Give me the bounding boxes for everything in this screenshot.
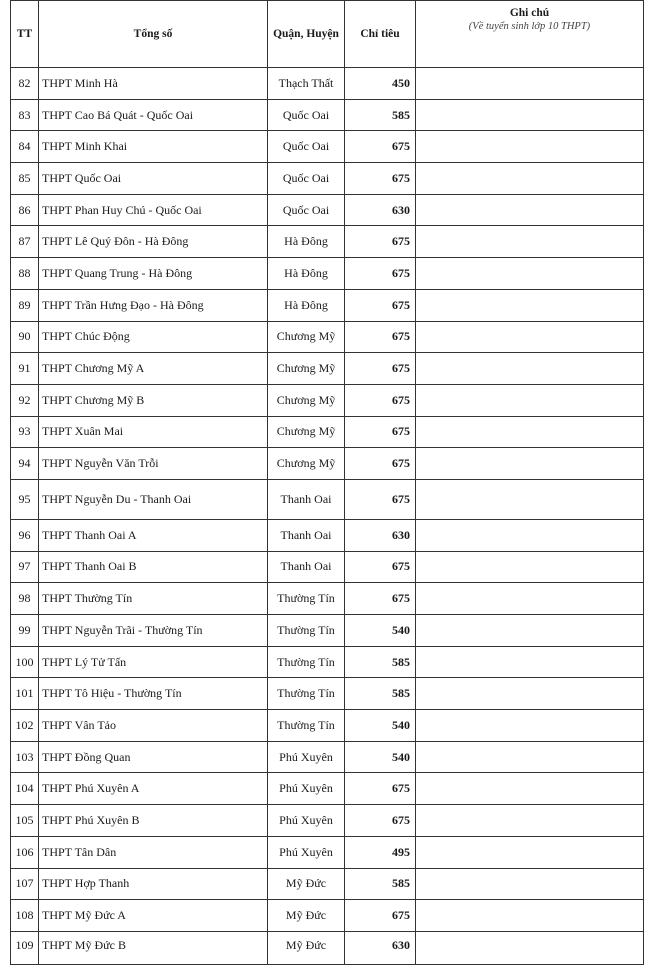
- school-name: THPT Thanh Oai A: [39, 519, 268, 551]
- district-name: Chương Mỹ: [268, 416, 345, 448]
- row-number: 95: [11, 479, 39, 519]
- note-cell: [416, 551, 644, 583]
- table-row: [11, 99, 644, 131]
- row-number: 103: [11, 741, 39, 773]
- school-name: THPT Chương Mỹ B: [39, 384, 268, 416]
- quota-value: 675: [345, 900, 416, 932]
- quota-value: 675: [345, 551, 416, 583]
- note-cell: [416, 99, 644, 131]
- row-number: 89: [11, 289, 39, 321]
- row-number: 99: [11, 615, 39, 647]
- row-number: 106: [11, 836, 39, 868]
- quota-value: 675: [345, 131, 416, 163]
- school-name: THPT Minh Khai: [39, 131, 268, 163]
- row-number: 87: [11, 226, 39, 258]
- quota-value: 675: [345, 448, 416, 480]
- note-cell: [416, 321, 644, 353]
- row-number: 108: [11, 900, 39, 932]
- header-note: [416, 1, 644, 68]
- note-cell: [416, 519, 644, 551]
- note-cell: [416, 416, 644, 448]
- header-tt: TT: [11, 1, 39, 68]
- district-name: Phú Xuyên: [268, 805, 345, 837]
- note-cell: [416, 68, 644, 100]
- note-cell: [416, 900, 644, 932]
- district-name: Thạch Thất: [268, 68, 345, 100]
- district-name: Chương Mỹ: [268, 321, 345, 353]
- note-cell: [416, 836, 644, 868]
- table-body: [11, 68, 644, 965]
- table-row: [11, 646, 644, 678]
- table-row: [11, 479, 644, 519]
- quota-value: 585: [345, 678, 416, 710]
- header-district: Quận, Huyện: [268, 1, 345, 68]
- district-name: Thanh Oai: [268, 551, 345, 583]
- table-row: [11, 805, 644, 837]
- quota-value: 675: [345, 226, 416, 258]
- row-number: 88: [11, 258, 39, 290]
- note-cell: [416, 448, 644, 480]
- district-name: Mỹ Đức: [268, 931, 345, 964]
- row-number: 92: [11, 384, 39, 416]
- quota-value: 675: [345, 805, 416, 837]
- school-name: THPT Phú Xuyên A: [39, 773, 268, 805]
- table-row: [11, 163, 644, 195]
- table-row: [11, 194, 644, 226]
- school-name: THPT Thanh Oai B: [39, 551, 268, 583]
- district-name: Quốc Oai: [268, 99, 345, 131]
- school-name: THPT Phan Huy Chú - Quốc Oai: [39, 194, 268, 226]
- table-row: [11, 289, 644, 321]
- header-name: Tổng số: [39, 1, 268, 68]
- note-cell: [416, 258, 644, 290]
- note-cell: [416, 583, 644, 615]
- note-cell: [416, 805, 644, 837]
- district-name: Chương Mỹ: [268, 384, 345, 416]
- table-row: [11, 551, 644, 583]
- table-row: [11, 448, 644, 480]
- table-row: [11, 868, 644, 900]
- school-name: THPT Lê Quý Đôn - Hà Đông: [39, 226, 268, 258]
- district-name: Mỹ Đức: [268, 868, 345, 900]
- row-number: 84: [11, 131, 39, 163]
- school-name: THPT Mỹ Đức A: [39, 900, 268, 932]
- quota-value: 585: [345, 868, 416, 900]
- note-cell: [416, 194, 644, 226]
- table-row: [11, 583, 644, 615]
- table-row: [11, 836, 644, 868]
- table-row: [11, 384, 644, 416]
- district-name: Quốc Oai: [268, 194, 345, 226]
- row-number: 85: [11, 163, 39, 195]
- district-name: Phú Xuyên: [268, 773, 345, 805]
- table-row: [11, 416, 644, 448]
- school-name: THPT Thường Tín: [39, 583, 268, 615]
- school-name: THPT Đồng Quan: [39, 741, 268, 773]
- note-cell: [416, 131, 644, 163]
- district-name: Thanh Oai: [268, 519, 345, 551]
- table-row: [11, 773, 644, 805]
- district-name: Thường Tín: [268, 646, 345, 678]
- table-row: [11, 258, 644, 290]
- school-name: THPT Tân Dân: [39, 836, 268, 868]
- quota-value: 675: [345, 289, 416, 321]
- table-row: [11, 353, 644, 385]
- table-row: [11, 741, 644, 773]
- district-name: Hà Đông: [268, 226, 345, 258]
- school-name: THPT Phú Xuyên B: [39, 805, 268, 837]
- school-name: THPT Quốc Oai: [39, 163, 268, 195]
- table-row: [11, 710, 644, 742]
- school-name: THPT Trần Hưng Đạo - Hà Đông: [39, 289, 268, 321]
- table-row: [11, 131, 644, 163]
- quota-value: 585: [345, 99, 416, 131]
- row-number: 93: [11, 416, 39, 448]
- school-name: THPT Xuân Mai: [39, 416, 268, 448]
- note-cell: [416, 163, 644, 195]
- quota-value: 630: [345, 519, 416, 551]
- quota-value: 675: [345, 163, 416, 195]
- quota-value: 675: [345, 258, 416, 290]
- quota-value: 675: [345, 583, 416, 615]
- district-name: Chương Mỹ: [268, 353, 345, 385]
- note-cell: [416, 226, 644, 258]
- row-number: 107: [11, 868, 39, 900]
- quota-value: 540: [345, 710, 416, 742]
- school-name: THPT Mỹ Đức B: [39, 931, 268, 964]
- district-name: Quốc Oai: [268, 131, 345, 163]
- school-name: THPT Tô Hiệu - Thường Tín: [39, 678, 268, 710]
- school-name: THPT Minh Hà: [39, 68, 268, 100]
- table-row: [11, 931, 644, 964]
- row-number: 82: [11, 68, 39, 100]
- quota-value: 585: [345, 646, 416, 678]
- school-name: THPT Cao Bá Quát - Quốc Oai: [39, 99, 268, 131]
- school-name: THPT Chương Mỹ A: [39, 353, 268, 385]
- row-number: 86: [11, 194, 39, 226]
- school-name: THPT Lý Tử Tấn: [39, 646, 268, 678]
- district-name: Hà Đông: [268, 258, 345, 290]
- district-name: Thanh Oai: [268, 479, 345, 519]
- header-quota: Chỉ tiêu: [345, 1, 416, 68]
- district-name: Phú Xuyên: [268, 836, 345, 868]
- row-number: 83: [11, 99, 39, 131]
- table-row: [11, 321, 644, 353]
- row-number: 97: [11, 551, 39, 583]
- row-number: 109: [11, 931, 39, 964]
- district-name: Thường Tín: [268, 615, 345, 647]
- row-number: 96: [11, 519, 39, 551]
- note-cell: [416, 773, 644, 805]
- table-row: [11, 519, 644, 551]
- district-name: Chương Mỹ: [268, 448, 345, 480]
- note-cell: [416, 289, 644, 321]
- quota-value: 675: [345, 384, 416, 416]
- district-name: Mỹ Đức: [268, 900, 345, 932]
- district-name: Hà Đông: [268, 289, 345, 321]
- table-row: [11, 900, 644, 932]
- district-name: Thường Tín: [268, 583, 345, 615]
- table-row: [11, 615, 644, 647]
- note-cell: [416, 678, 644, 710]
- quota-value: 675: [345, 321, 416, 353]
- row-number: 94: [11, 448, 39, 480]
- note-cell: [416, 353, 644, 385]
- quota-value: 675: [345, 416, 416, 448]
- quota-value: 630: [345, 194, 416, 226]
- school-name: THPT Vân Tảo: [39, 710, 268, 742]
- note-cell: [416, 479, 644, 519]
- quota-value: 450: [345, 68, 416, 100]
- row-number: 101: [11, 678, 39, 710]
- note-cell: [416, 384, 644, 416]
- table-header-row: [11, 1, 644, 68]
- quota-value: 630: [345, 931, 416, 964]
- school-name: THPT Quang Trung - Hà Đông: [39, 258, 268, 290]
- table-row: [11, 678, 644, 710]
- note-cell: [416, 615, 644, 647]
- table-row: [11, 68, 644, 100]
- note-cell: [416, 868, 644, 900]
- quota-value: 540: [345, 741, 416, 773]
- district-name: Phú Xuyên: [268, 741, 345, 773]
- row-number: 100: [11, 646, 39, 678]
- note-cell: [416, 931, 644, 964]
- school-name: THPT Hợp Thanh: [39, 868, 268, 900]
- school-name: THPT Nguyễn Du - Thanh Oai: [39, 479, 268, 519]
- quota-value: 495: [345, 836, 416, 868]
- note-cell: [416, 646, 644, 678]
- table-row: [11, 226, 644, 258]
- row-number: 91: [11, 353, 39, 385]
- row-number: 98: [11, 583, 39, 615]
- district-name: Quốc Oai: [268, 163, 345, 195]
- school-name: THPT Nguyễn Văn Trỗi: [39, 448, 268, 480]
- document-page: [10, 0, 644, 965]
- quota-value: 675: [345, 353, 416, 385]
- quota-value: 540: [345, 615, 416, 647]
- school-quota-table: [10, 0, 644, 965]
- quota-value: 675: [345, 773, 416, 805]
- header-note-title: Ghi chú: [509, 7, 550, 19]
- note-cell: [416, 710, 644, 742]
- row-number: 104: [11, 773, 39, 805]
- quota-value: 675: [345, 479, 416, 519]
- row-number: 102: [11, 710, 39, 742]
- district-name: Thường Tín: [268, 678, 345, 710]
- school-name: THPT Nguyễn Trãi - Thường Tín: [39, 615, 268, 647]
- row-number: 105: [11, 805, 39, 837]
- header-note-subtitle: (Về tuyển sinh lớp 10 THPT): [468, 21, 591, 32]
- row-number: 90: [11, 321, 39, 353]
- school-name: THPT Chúc Động: [39, 321, 268, 353]
- district-name: Thường Tín: [268, 710, 345, 742]
- note-cell: [416, 741, 644, 773]
